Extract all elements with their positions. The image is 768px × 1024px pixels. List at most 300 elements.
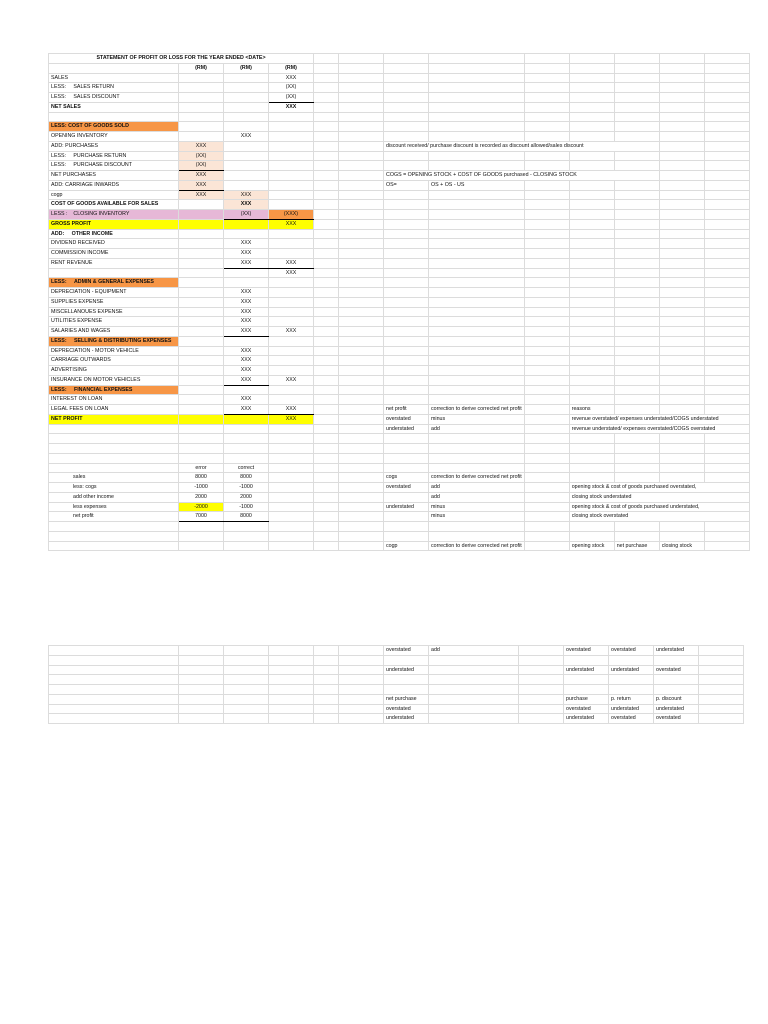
sheet-cell[interactable]: [704, 541, 749, 551]
sheet-cell[interactable]: [339, 405, 384, 415]
sheet-cell[interactable]: [659, 93, 704, 103]
sheet-cell[interactable]: [269, 366, 314, 376]
sheet-cell[interactable]: [524, 327, 569, 337]
sheet-cell[interactable]: [269, 473, 314, 483]
sheet-cell[interactable]: [224, 180, 269, 190]
sheet-cell[interactable]: [384, 132, 429, 142]
sheet-cell[interactable]: [704, 132, 749, 142]
sheet-cell[interactable]: [614, 522, 659, 532]
sheet-cell[interactable]: [569, 453, 614, 463]
sheet-cell[interactable]: [179, 258, 224, 268]
sheet-cell[interactable]: [314, 268, 339, 278]
sheet-cell[interactable]: [429, 307, 525, 317]
sheet-cell[interactable]: [429, 395, 525, 405]
sheet-cell[interactable]: [429, 336, 525, 346]
sheet-cell[interactable]: [339, 675, 384, 685]
purchase-discount-label[interactable]: LESS: PURCHASE DISCOUNT: [49, 161, 179, 171]
sheet-cell[interactable]: [524, 112, 569, 122]
sheet-cell[interactable]: [269, 463, 314, 473]
sheet-cell[interactable]: [524, 453, 569, 463]
sheet-cell[interactable]: [659, 229, 704, 239]
sheet-cell[interactable]: [224, 704, 269, 714]
sheet-cell[interactable]: [569, 268, 614, 278]
sheet-cell[interactable]: [269, 665, 314, 675]
sheet-cell[interactable]: [339, 210, 384, 220]
sheet-cell[interactable]: [614, 366, 659, 376]
sheet-cell[interactable]: [339, 200, 384, 210]
sheet-cell[interactable]: [224, 522, 269, 532]
sheet-cell[interactable]: [569, 307, 614, 317]
sheet-cell[interactable]: [314, 336, 339, 346]
sales-discount-value[interactable]: (XX): [269, 93, 314, 103]
sheet-cell[interactable]: [569, 200, 614, 210]
sheet-cell[interactable]: [614, 190, 659, 200]
sheet-cell[interactable]: [314, 161, 339, 171]
sheet-cell[interactable]: [569, 219, 614, 229]
opening-inventory-value[interactable]: XXX: [224, 132, 269, 142]
sheet-cell[interactable]: [224, 219, 269, 229]
sheet-cell[interactable]: [224, 141, 269, 151]
np-reason-under[interactable]: revenue understated/ expenses overstated/COGS overstated: [569, 424, 749, 434]
sheet-cell[interactable]: [569, 327, 614, 337]
sheet-cell[interactable]: [524, 239, 569, 249]
sheet-cell[interactable]: [614, 102, 659, 112]
lower-discount-row2[interactable]: overstated: [654, 714, 699, 724]
sheet-cell[interactable]: [429, 665, 519, 675]
sheet-cell[interactable]: [179, 307, 224, 317]
sheet-cell[interactable]: [569, 395, 614, 405]
sheet-cell[interactable]: [314, 453, 339, 463]
sheet-cell[interactable]: [614, 239, 659, 249]
sheet-cell[interactable]: [384, 258, 429, 268]
lower-opening-overstated[interactable]: overstated: [564, 646, 609, 656]
sheet-cell[interactable]: [519, 714, 564, 724]
sheet-cell[interactable]: [524, 307, 569, 317]
sheet-cell[interactable]: [339, 512, 384, 522]
sheet-cell[interactable]: [569, 73, 614, 83]
sheet-cell[interactable]: [704, 239, 749, 249]
sheet-cell[interactable]: [179, 210, 224, 220]
commission-value[interactable]: XXX: [224, 249, 269, 259]
sheet-cell[interactable]: [339, 171, 384, 181]
sheet-cell[interactable]: [269, 132, 314, 142]
lower-purchase-overstated[interactable]: overstated: [609, 646, 654, 656]
cogs-understated[interactable]: understated: [384, 502, 429, 512]
sheet-cell[interactable]: [564, 655, 609, 665]
sheet-cell[interactable]: [569, 190, 614, 200]
sheet-cell[interactable]: [569, 132, 614, 142]
sheet-cell[interactable]: [179, 112, 224, 122]
sheet-cell[interactable]: [614, 210, 659, 220]
sheet-cell[interactable]: [179, 424, 224, 434]
sheet-cell[interactable]: [524, 132, 569, 142]
sheet-cell[interactable]: [179, 434, 224, 444]
sheet-cell[interactable]: [224, 453, 269, 463]
sheet-cell[interactable]: [519, 665, 564, 675]
sheet-cell[interactable]: [269, 356, 314, 366]
sales-return-value[interactable]: (XX): [269, 83, 314, 93]
sheet-cell[interactable]: [524, 502, 569, 512]
sheet-cell[interactable]: [614, 317, 659, 327]
sheet-cell[interactable]: [224, 714, 269, 724]
sheet-cell[interactable]: [659, 112, 704, 122]
sheet-cell[interactable]: [609, 655, 654, 665]
sheet-cell[interactable]: [339, 327, 384, 337]
np-minus[interactable]: minus: [429, 414, 525, 424]
dividend-label[interactable]: DIVIDEND RECEIVED: [49, 239, 179, 249]
sheet-cell[interactable]: [384, 190, 429, 200]
cogp-value-a[interactable]: XXX: [179, 190, 224, 200]
sheet-cell[interactable]: [224, 93, 269, 103]
sheet-cell[interactable]: [654, 685, 699, 695]
net-profit-label[interactable]: NET PROFIT: [49, 414, 179, 424]
sheet-cell[interactable]: [524, 249, 569, 259]
sheet-cell[interactable]: [179, 704, 224, 714]
sheet-cell[interactable]: [224, 268, 269, 278]
subtotal-after-income[interactable]: XXX: [269, 268, 314, 278]
sheet-cell[interactable]: [614, 444, 659, 454]
sheet-cell[interactable]: [269, 704, 314, 714]
sheet-cell[interactable]: [339, 704, 384, 714]
sheet-cell[interactable]: [524, 122, 569, 132]
sheet-cell[interactable]: [269, 249, 314, 259]
sheet-cell[interactable]: [314, 190, 339, 200]
sheet-cell[interactable]: [269, 200, 314, 210]
sheet-cell[interactable]: [704, 258, 749, 268]
sheet-cell[interactable]: [704, 190, 749, 200]
cogp-table-correction[interactable]: correction to derive corrected net profit: [429, 541, 525, 551]
sheet-cell[interactable]: [429, 83, 525, 93]
sheet-cell[interactable]: [339, 141, 384, 151]
sheet-cell[interactable]: [384, 93, 429, 103]
sheet-cell[interactable]: [659, 171, 704, 181]
sheet-cell[interactable]: [314, 171, 339, 181]
selling-section-header[interactable]: LESS: SELLING & DISTRIBUTING EXPENSES: [49, 336, 179, 346]
sheet-cell[interactable]: [49, 112, 179, 122]
sheet-cell[interactable]: [314, 531, 339, 541]
sheet-cell[interactable]: [609, 685, 654, 695]
sheet-cell[interactable]: [524, 210, 569, 220]
sales-label[interactable]: SALES: [49, 73, 179, 83]
sheet-cell[interactable]: [224, 229, 269, 239]
sheet-cell[interactable]: [659, 278, 704, 288]
sheet-cell[interactable]: [659, 249, 704, 259]
lower-p-return-header[interactable]: p. return: [609, 694, 654, 704]
sheet-cell[interactable]: [314, 405, 339, 415]
sheet-cell[interactable]: [704, 200, 749, 210]
sheet-cell[interactable]: [704, 522, 749, 532]
np-reason-over[interactable]: revenue overstated/ expenses understated/COGS understated: [569, 414, 749, 424]
sheet-cell[interactable]: [384, 385, 429, 395]
sheet-cell[interactable]: [224, 336, 269, 346]
sheet-cell[interactable]: [429, 434, 525, 444]
sheet-cell[interactable]: [704, 356, 749, 366]
sheet-cell[interactable]: [269, 288, 314, 298]
cogs-reason-4[interactable]: closing stock overstated: [569, 512, 749, 522]
sheet-cell[interactable]: [524, 219, 569, 229]
sheet-cell[interactable]: [179, 655, 224, 665]
sheet-cell[interactable]: [704, 463, 749, 473]
sheet-cell[interactable]: [704, 112, 749, 122]
sheet-cell[interactable]: [659, 317, 704, 327]
sheet-cell[interactable]: [429, 522, 525, 532]
sheet-cell[interactable]: [339, 375, 384, 385]
ex-other-error[interactable]: 2000: [179, 492, 224, 502]
sheet-cell[interactable]: [269, 483, 314, 493]
interest-label[interactable]: INTEREST ON LOAN: [49, 395, 179, 405]
sheet-cell[interactable]: [314, 655, 339, 665]
lower-understated[interactable]: understated: [384, 665, 429, 675]
sheet-cell[interactable]: [659, 366, 704, 376]
sheet-cell[interactable]: [179, 73, 224, 83]
lower-return-row1[interactable]: understated: [609, 704, 654, 714]
sheet-cell[interactable]: [704, 278, 749, 288]
sheet-cell[interactable]: [339, 444, 384, 454]
sheet-cell[interactable]: [179, 522, 224, 532]
supplies-label[interactable]: SUPPLIES EXPENSE: [49, 297, 179, 307]
sheet-cell[interactable]: [614, 278, 659, 288]
sheet-cell[interactable]: [429, 102, 525, 112]
admin-total[interactable]: XXX: [269, 327, 314, 337]
sheet-cell[interactable]: [429, 73, 525, 83]
lower-discount-row1[interactable]: understated: [654, 704, 699, 714]
sheet-cell[interactable]: [659, 200, 704, 210]
sheet-cell[interactable]: [314, 434, 339, 444]
sheet-cell[interactable]: [659, 307, 704, 317]
sheet-cell[interactable]: [224, 83, 269, 93]
admin-section-header[interactable]: LESS: ADMIN & GENERAL EXPENSES: [49, 278, 179, 288]
lower-closing-understated[interactable]: understated: [654, 646, 699, 656]
sheet-cell[interactable]: [179, 675, 224, 685]
sheet-cell[interactable]: [224, 151, 269, 161]
sheet-cell[interactable]: [314, 229, 339, 239]
cogafs-label[interactable]: COST OF GOODS AVAILABLE FOR SALES: [49, 200, 179, 210]
ex-expenses-correct[interactable]: -1000: [224, 502, 269, 512]
sheet-cell[interactable]: [339, 714, 384, 724]
sheet-cell[interactable]: [179, 453, 224, 463]
sheet-cell[interactable]: [269, 180, 314, 190]
cogs-minus[interactable]: minus: [429, 502, 525, 512]
purchase-discount-value[interactable]: (XX): [179, 161, 224, 171]
sheet-cell[interactable]: [614, 453, 659, 463]
sheet-cell[interactable]: [314, 288, 339, 298]
sheet-cell[interactable]: [384, 685, 429, 695]
sheet-cell[interactable]: [429, 93, 525, 103]
sheet-cell[interactable]: [704, 210, 749, 220]
sheet-cell[interactable]: [314, 694, 339, 704]
sheet-cell[interactable]: [569, 522, 614, 532]
sheet-cell[interactable]: [314, 444, 339, 454]
sheet-cell[interactable]: [429, 385, 525, 395]
sheet-cell[interactable]: [569, 366, 614, 376]
sheet-cell[interactable]: [524, 492, 569, 502]
sheet-cell[interactable]: [49, 424, 179, 434]
sheet-cell[interactable]: [224, 112, 269, 122]
sheet-cell[interactable]: [224, 171, 269, 181]
sheet-cell[interactable]: [269, 395, 314, 405]
sheet-cell[interactable]: [659, 258, 704, 268]
sheet-cell[interactable]: [339, 249, 384, 259]
sheet-cell[interactable]: [429, 317, 525, 327]
sheet-cell[interactable]: [569, 54, 614, 64]
sheet-cell[interactable]: [704, 93, 749, 103]
sheet-cell[interactable]: [269, 541, 314, 551]
sheet-cell[interactable]: [569, 375, 614, 385]
sheet-cell[interactable]: [704, 229, 749, 239]
sheet-cell[interactable]: [429, 356, 525, 366]
sheet-cell[interactable]: [569, 161, 614, 171]
utilities-value[interactable]: XXX: [224, 317, 269, 327]
sheet-cell[interactable]: [654, 655, 699, 665]
sheet-cell[interactable]: [49, 714, 179, 724]
financial-section-header[interactable]: LESS: FINANCIAL EXPENSES: [49, 385, 179, 395]
rm-header[interactable]: (RM): [224, 63, 269, 73]
sheet-cell[interactable]: [659, 102, 704, 112]
sheet-cell[interactable]: [614, 327, 659, 337]
sheet-cell[interactable]: [524, 356, 569, 366]
lower-return-row2[interactable]: overstated: [609, 714, 654, 724]
sheet-cell[interactable]: [339, 473, 384, 483]
sheet-cell[interactable]: [614, 54, 659, 64]
lower-add[interactable]: add: [429, 646, 519, 656]
sheet-cell[interactable]: [314, 327, 339, 337]
sheet-cell[interactable]: [429, 54, 525, 64]
sheet-cell[interactable]: [429, 239, 525, 249]
net-purchases-label[interactable]: NET PURCHASES: [49, 171, 179, 181]
np-table-header-correction[interactable]: correction to derive corrected net profit: [429, 405, 525, 415]
sheet-cell[interactable]: [384, 268, 429, 278]
sheet-cell[interactable]: [269, 151, 314, 161]
sheet-cell[interactable]: [49, 541, 179, 551]
sheet-cell[interactable]: [524, 473, 569, 483]
sheet-cell[interactable]: [524, 414, 569, 424]
sheet-cell[interactable]: [339, 385, 384, 395]
sheet-cell[interactable]: [224, 424, 269, 434]
sheet-cell[interactable]: [524, 346, 569, 356]
sheet-cell[interactable]: [314, 356, 339, 366]
sheet-cell[interactable]: [569, 317, 614, 327]
sheet-cell[interactable]: [179, 132, 224, 142]
sheet-cell[interactable]: [704, 307, 749, 317]
sheet-cell[interactable]: [614, 73, 659, 83]
sheet-cell[interactable]: [614, 346, 659, 356]
sheet-cell[interactable]: [179, 385, 224, 395]
sheet-cell[interactable]: [614, 375, 659, 385]
sheet-cell[interactable]: [569, 239, 614, 249]
sheet-cell[interactable]: [704, 385, 749, 395]
sheet-cell[interactable]: [569, 83, 614, 93]
sheet-cell[interactable]: [429, 63, 525, 73]
sheet-cell[interactable]: [339, 453, 384, 463]
sheet-cell[interactable]: [314, 83, 339, 93]
sheet-cell[interactable]: [659, 453, 704, 463]
cogs-reason-3[interactable]: opening stock & cost of goods purchased understated,: [569, 502, 749, 512]
cogs-reason-1[interactable]: opening stock & cost of goods purchased overstated,: [569, 483, 749, 493]
sheet-cell[interactable]: [224, 434, 269, 444]
sheet-cell[interactable]: [659, 122, 704, 132]
sheet-cell[interactable]: [524, 180, 569, 190]
misc-value[interactable]: XXX: [224, 307, 269, 317]
sheet-cell[interactable]: [519, 646, 564, 656]
lower-purchase-understated[interactable]: understated: [609, 665, 654, 675]
sheet-cell[interactable]: [339, 278, 384, 288]
sheet-cell[interactable]: [384, 307, 429, 317]
sheet-cell[interactable]: [314, 151, 339, 161]
sheet-cell[interactable]: [339, 258, 384, 268]
sheet-cell[interactable]: [314, 483, 339, 493]
sheet-cell[interactable]: [384, 54, 429, 64]
sheet-cell[interactable]: [704, 83, 749, 93]
sheet-cell[interactable]: [659, 151, 704, 161]
sheet-cell[interactable]: [314, 395, 339, 405]
sheet-cell[interactable]: [699, 714, 744, 724]
sheet-cell[interactable]: [524, 63, 569, 73]
sheet-cell[interactable]: [699, 675, 744, 685]
sheet-cell[interactable]: [524, 258, 569, 268]
sheet-cell[interactable]: [224, 531, 269, 541]
sheet-cell[interactable]: [384, 102, 429, 112]
sheet-cell[interactable]: [384, 655, 429, 665]
sheet-cell[interactable]: [314, 210, 339, 220]
rent-value[interactable]: XXX: [224, 258, 269, 268]
cogp-value-b[interactable]: XXX: [224, 190, 269, 200]
sheet-cell[interactable]: [704, 395, 749, 405]
sheet-cell[interactable]: [179, 346, 224, 356]
sheet-cell[interactable]: [339, 655, 384, 665]
sheet-cell[interactable]: [524, 444, 569, 454]
interest-value[interactable]: XXX: [224, 395, 269, 405]
sheet-cell[interactable]: [49, 694, 179, 704]
sheet-cell[interactable]: [269, 685, 314, 695]
sheet-cell[interactable]: [614, 356, 659, 366]
sheet-cell[interactable]: [49, 685, 179, 695]
sheet-cell[interactable]: [524, 434, 569, 444]
sheet-cell[interactable]: [704, 336, 749, 346]
sheet-cell[interactable]: [569, 434, 614, 444]
sheet-cell[interactable]: [49, 453, 179, 463]
sheet-cell[interactable]: [269, 307, 314, 317]
sheet-cell[interactable]: [569, 346, 614, 356]
sheet-cell[interactable]: [524, 317, 569, 327]
sheet-cell[interactable]: [429, 694, 519, 704]
sheet-cell[interactable]: [224, 655, 269, 665]
sheet-cell[interactable]: [524, 395, 569, 405]
sheet-cell[interactable]: [314, 73, 339, 83]
sheet-cell[interactable]: [524, 83, 569, 93]
sheet-cell[interactable]: [314, 54, 339, 64]
sheet-cell[interactable]: [614, 161, 659, 171]
legal-value[interactable]: XXX: [224, 405, 269, 415]
closing-inventory-value[interactable]: (XX): [224, 210, 269, 220]
sheet-cell[interactable]: [49, 522, 179, 532]
sheet-cell[interactable]: [269, 522, 314, 532]
sheet-cell[interactable]: [314, 424, 339, 434]
sheet-cell[interactable]: [699, 694, 744, 704]
sheet-cell[interactable]: [699, 704, 744, 714]
sheet-cell[interactable]: [659, 463, 704, 473]
sheet-cell[interactable]: [339, 685, 384, 695]
sheet-cell[interactable]: [179, 685, 224, 695]
sheet-cell[interactable]: [659, 83, 704, 93]
sheet-cell[interactable]: [384, 73, 429, 83]
lower-purchase-row2[interactable]: understated: [564, 714, 609, 724]
sheet-cell[interactable]: [339, 190, 384, 200]
sheet-cell[interactable]: [179, 646, 224, 656]
supplies-value[interactable]: XXX: [224, 297, 269, 307]
sheet-cell[interactable]: [179, 336, 224, 346]
sheet-cell[interactable]: [179, 444, 224, 454]
sheet-cell[interactable]: [339, 541, 384, 551]
